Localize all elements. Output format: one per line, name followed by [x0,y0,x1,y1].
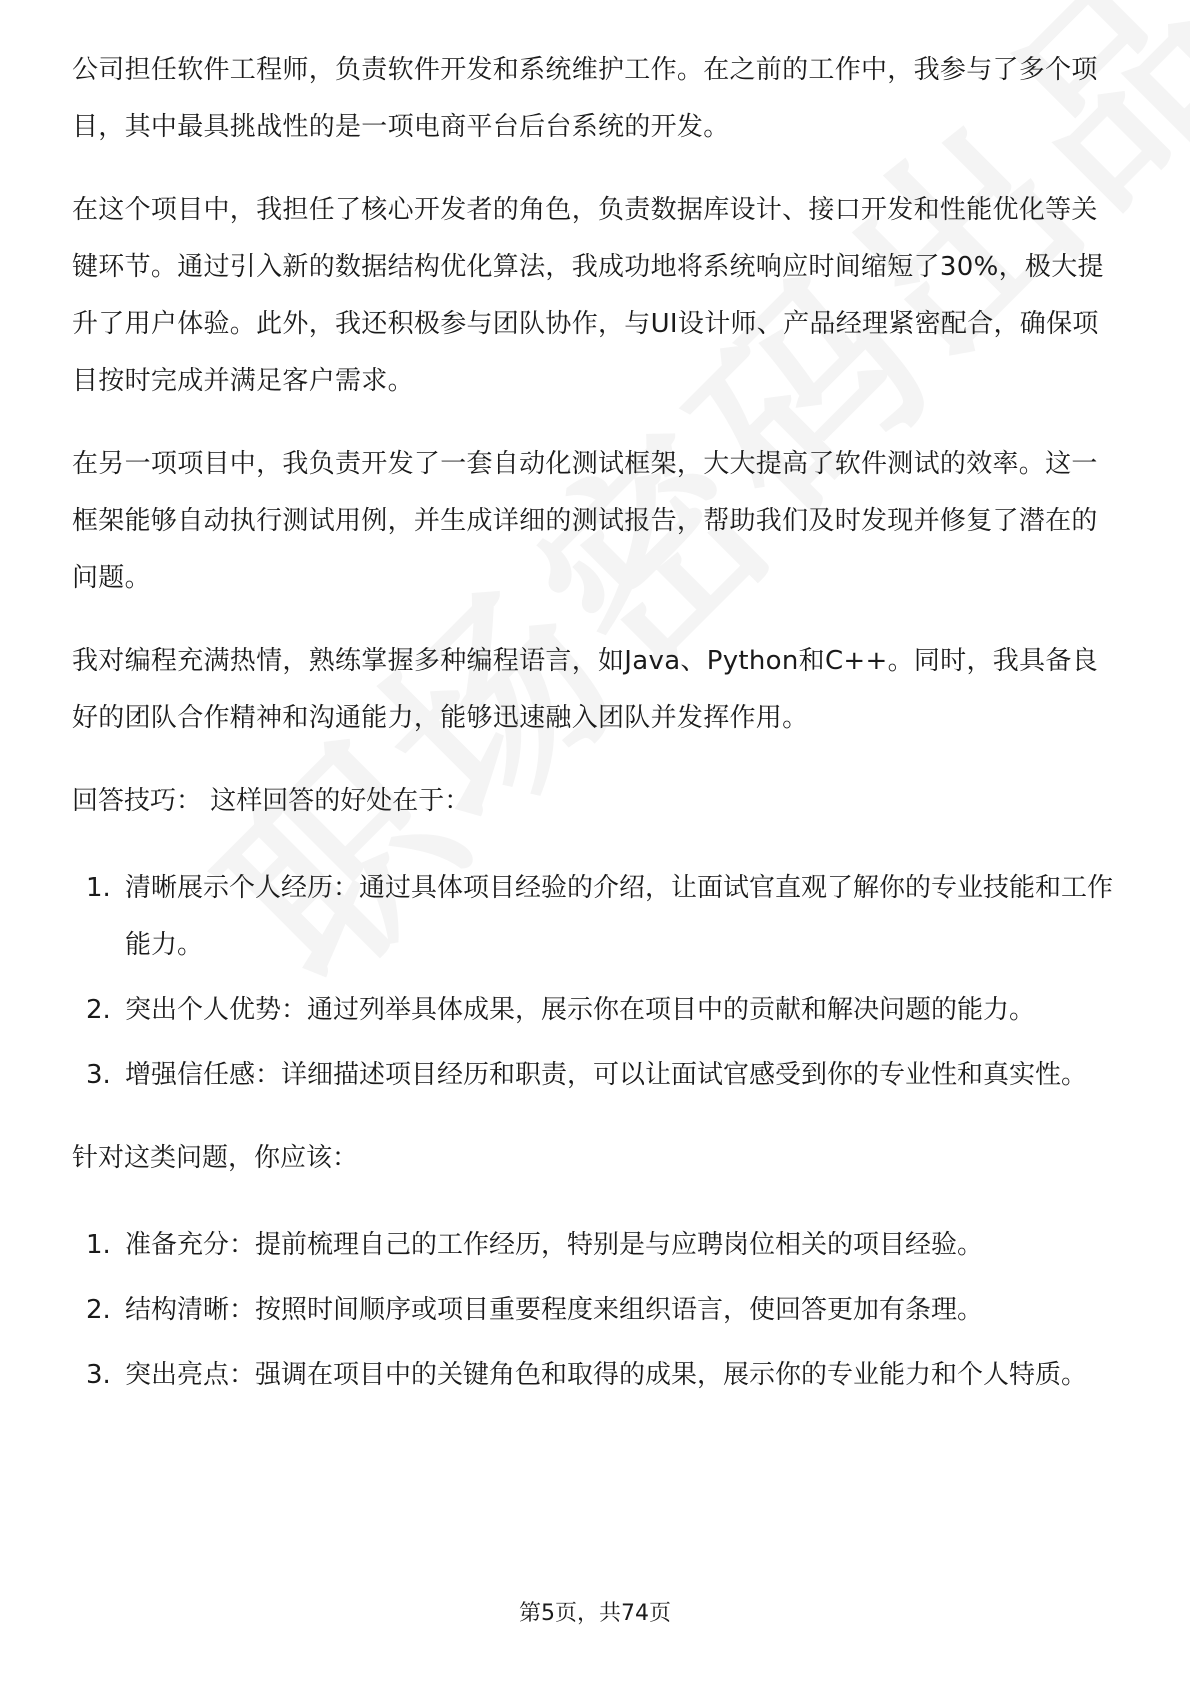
list-item [72,1282,1118,1339]
paragraph: 在另一项项目中，我负责开发了一套自动化测试框架，大大提高了软件测试的效率。这一框架能够自动执行测试用例，并生成详细的测试报告，帮助我们及时发现并修复了潜在的问题。 [72,449,1098,593]
list-item [72,860,1118,974]
list-item-text: 准备充分：提前梳理自己的工作经历，特别是与应聘岗位相关的项目经验。 [125,1230,984,1260]
list-item-text: 结构清晰：按照时间顺序或项目重要程度来组织语言，使回答更加有条理。 [125,1295,984,1325]
paragraph: 公司担任软件工程师，负责软件开发和系统维护工作。在之前的工作中，我参与了多个项目，其中最具挑战性的是一项电商平台后台系统的开发。 [72,55,1098,142]
list-number: 1. [86,873,111,903]
list-number: 1. [86,1230,111,1260]
paragraph: 我对编程充满热情，熟练掌握多种编程语言，如Java、Python和C++。同时，我具备良好的团队合作精神和沟通能力，能够迅速融入团队并发挥作用。 [72,646,1098,733]
list-number: 3. [86,1060,111,1090]
list-item [72,1047,1118,1104]
list-number: 2. [86,1295,111,1325]
document-page [72,42,1118,1430]
tips-heading: 回答技巧： 这样回答的好处在于： [72,786,471,816]
list-item [72,982,1118,1039]
list-item [72,1217,1118,1274]
list-item [72,1347,1118,1404]
paragraph: 在这个项目中，我担任了核心开发者的角色，负责数据库设计、接口开发和性能优化等关键环节。通过引入新的数据结构优化算法，我成功地将系统响应时间缩短了30%，极大提升了用户体验。此外，我还积极参与团队协作，与UI设计师、产品经理紧密配合，确保项目按时完成并满足客户需求。 [72,195,1104,396]
list-item-text: 清晰展示个人经历：通过具体项目经验的介绍，让面试官直观了解你的专业技能和工作能力。 [125,873,1114,960]
advice-heading: 针对这类问题，你应该： [72,1143,359,1173]
list-number: 3. [86,1360,111,1390]
advice-list [72,1217,1118,1404]
list-item-text: 突出亮点：强调在项目中的关键角色和取得的成果，展示你的专业能力和个人特质。 [125,1360,1088,1390]
page-footer: 第5页，共74页 [519,1601,671,1626]
list-number: 2. [86,995,111,1025]
list-item-text: 增强信任感：详细描述项目经历和职责，可以让面试官感受到你的专业性和真实性。 [125,1060,1088,1090]
tips-list [72,860,1118,1104]
list-item-text: 突出个人优势：通过列举具体成果，展示你在项目中的贡献和解决问题的能力。 [125,995,1036,1025]
